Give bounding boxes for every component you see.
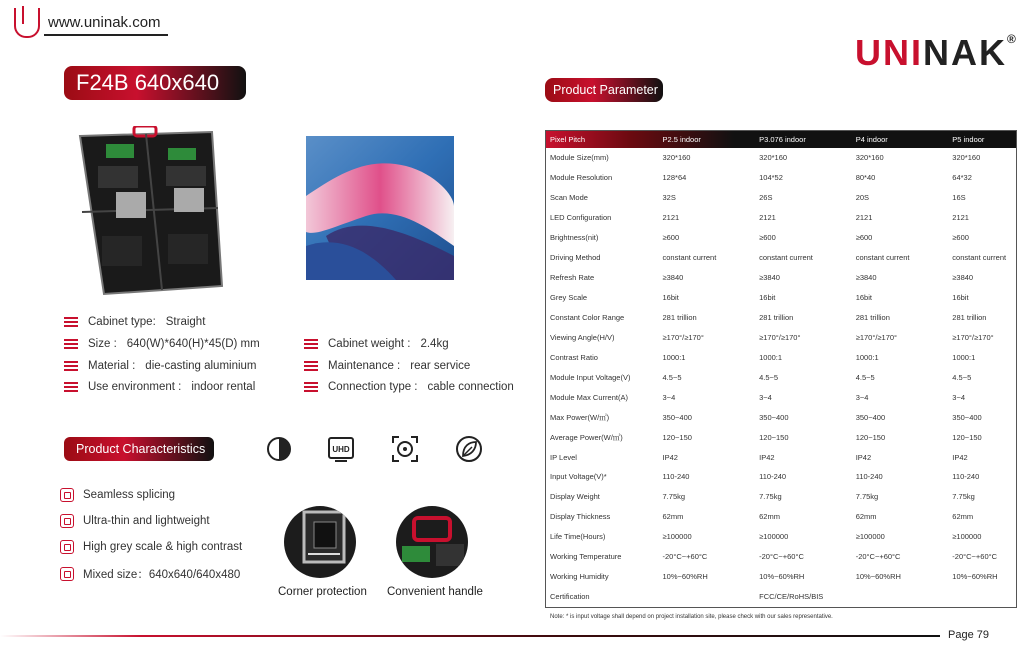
list-icon [64, 317, 78, 328]
spec-value: cable connection [427, 381, 514, 393]
value-cell: 16bit [855, 293, 872, 303]
header-cell: Pixel Pitch [550, 135, 586, 144]
target-icon [388, 432, 422, 466]
value-cell: 4.5~5 [952, 372, 972, 382]
value-cell: 3~4 [662, 392, 676, 402]
row-label-cell: Module Max Current(A) [550, 392, 628, 402]
value-cell: 281 trillion [855, 312, 890, 322]
row-label-cell: Input Voltage(V)* [550, 472, 607, 482]
value-cell: ≥170°/≥170° [952, 332, 994, 342]
badge-icon [60, 488, 74, 502]
value-cell: 7.75kg [662, 492, 686, 502]
value-cell: IP42 [952, 452, 968, 462]
row-label-cell: Grey Scale [550, 293, 588, 303]
uhd-text: UHD [332, 445, 350, 454]
header-underline [44, 34, 168, 36]
value-cell: 110-240 [662, 472, 690, 482]
spec-maintenance [304, 360, 470, 372]
char-label: High grey scale & high contrast [83, 541, 243, 553]
value-cell: ≥100000 [759, 532, 789, 542]
spec-cabinet-type [64, 316, 205, 328]
table-row [546, 547, 1016, 567]
table-row [546, 387, 1016, 407]
value-cell: 3~4 [855, 392, 869, 402]
value-cell: 350~400 [662, 412, 692, 422]
value-cell: ≥600 [855, 233, 873, 243]
value-cell: 120~150 [759, 432, 789, 442]
value-cell: IP42 [855, 452, 872, 462]
badge-icon [60, 540, 74, 554]
table-row [546, 248, 1016, 268]
convenient-handle-label: Convenient handle [387, 586, 483, 598]
table-row [546, 487, 1016, 507]
char-mixed-size [60, 566, 240, 582]
value-cell: 320*160 [662, 153, 691, 163]
value-cell: 10%~60%RH [952, 572, 998, 582]
row-label-cell: Module Resolution [550, 173, 613, 183]
spec-label: Material : [88, 360, 136, 372]
spec-value: 640(W)*640(H)*45(D) mm [126, 338, 260, 350]
value-cell: 26S [759, 193, 773, 203]
parameter-table [545, 130, 1017, 608]
value-cell: 80*40 [855, 173, 876, 183]
spec-value: Straight [165, 316, 206, 328]
table-row [546, 407, 1016, 427]
value-cell: 320*160 [759, 153, 788, 163]
list-icon [304, 339, 318, 350]
value-cell: ≥3840 [662, 273, 684, 283]
list-icon [64, 339, 78, 350]
value-cell: ≥3840 [759, 273, 780, 283]
table-row [546, 268, 1016, 288]
footer-line [0, 635, 940, 637]
spec-label: Cabinet weight : [328, 338, 411, 350]
table-row [546, 447, 1016, 467]
header-cell: P2.5 indoor [662, 135, 701, 144]
value-cell: constant current [855, 253, 910, 263]
value-cell: ≥100000 [662, 532, 692, 542]
value-cell: ≥100000 [855, 532, 885, 542]
header-cell: P4 indoor [855, 135, 888, 144]
row-label-cell: Constant Color Range [550, 312, 625, 322]
value-cell: 62mm [855, 512, 877, 522]
list-icon [64, 382, 78, 393]
spec-connection-type [304, 381, 514, 393]
spec-label: Use environment : [88, 381, 182, 393]
table-body [546, 148, 1016, 607]
value-cell: 7.75kg [952, 492, 975, 502]
value-cell: ≥600 [952, 233, 969, 243]
badge-icon [60, 514, 74, 528]
product-title: F24B 640x640 [64, 66, 246, 100]
spec-label: Connection type : [328, 381, 418, 393]
value-cell: IP42 [662, 452, 678, 462]
row-label-cell: Life Time(Hours) [550, 532, 606, 542]
table-row [546, 168, 1016, 188]
spec-value: indoor rental [191, 381, 256, 393]
table-note: Note: * is input voltage shall depend on project installation site, please check with our sales representative. [550, 614, 833, 620]
value-cell: 32S [662, 193, 676, 203]
value-cell: 350~400 [855, 412, 886, 422]
table-row [546, 188, 1016, 208]
char-high-grey-scale [60, 540, 242, 554]
row-label-cell: Module Input Voltage(V) [550, 372, 631, 382]
convenient-handle-image [396, 506, 468, 578]
value-cell: 7.75kg [855, 492, 879, 502]
spec-material [64, 360, 257, 372]
value-cell: 7.75kg [759, 492, 782, 502]
value-cell: 320*160 [952, 153, 981, 163]
value-cell: 320*160 [855, 153, 884, 163]
table-row [546, 148, 1016, 168]
value-cell: 4.5~5 [662, 372, 682, 382]
row-label-cell: Brightness(nit) [550, 233, 599, 243]
value-cell: 120~150 [952, 432, 982, 442]
char-ultra-thin [60, 514, 210, 528]
contrast-icon [262, 432, 296, 466]
spec-value: die-casting aluminium [145, 360, 257, 372]
table-row [546, 587, 1016, 607]
table-row [546, 507, 1016, 527]
value-cell: ≥3840 [855, 273, 877, 283]
value-cell: 2121 [662, 213, 680, 223]
value-cell: 281 trillion [759, 312, 794, 322]
table-row [546, 467, 1016, 487]
value-cell: 64*32 [952, 173, 972, 183]
list-icon [304, 361, 318, 372]
value-cell: 110-240 [855, 472, 883, 482]
value-cell: ≥170°/≥170° [855, 332, 898, 342]
char-label: Mixed size：640x640/640x480 [83, 569, 241, 581]
value-cell: 16bit [759, 293, 776, 303]
value-cell: 10%~60%RH [855, 572, 901, 582]
value-cell: 128*64 [662, 173, 687, 183]
table-row [546, 228, 1016, 248]
row-label-cell: Scan Mode [550, 193, 588, 203]
header-cell: P5 indoor [952, 135, 985, 144]
value-cell: 20S [855, 193, 870, 203]
value-cell: 104*52 [759, 173, 783, 183]
table-header-row [546, 131, 1016, 148]
badge-icon [60, 567, 74, 581]
row-label-cell: Working Humidity [550, 572, 609, 582]
row-label-cell: IP Level [550, 452, 577, 462]
list-icon [64, 361, 78, 372]
value-cell: 16bit [952, 293, 969, 303]
cabinet-rear-image [72, 126, 232, 296]
table-row [546, 347, 1016, 367]
spec-label: Cabinet type: [88, 316, 156, 328]
value-cell: 10%~60%RH [662, 572, 708, 582]
list-icon [304, 382, 318, 393]
row-label-cell: Viewing Angle(H/V) [550, 332, 615, 342]
spec-size [64, 338, 260, 350]
registered-mark: ® [1007, 32, 1018, 46]
row-label-cell: Certification [550, 592, 590, 602]
table-row [546, 527, 1016, 547]
spec-value: 2.4kg [420, 338, 449, 350]
spec-label: Maintenance : [328, 360, 401, 372]
value-cell: 3~4 [952, 392, 966, 402]
value-cell: 120~150 [662, 432, 692, 442]
value-cell: 62mm [952, 512, 974, 522]
value-cell: 110-240 [759, 472, 787, 482]
table-row [546, 567, 1016, 587]
value-cell: 3~4 [759, 392, 772, 402]
value-cell: constant current [759, 253, 813, 263]
value-cell: 62mm [759, 512, 780, 522]
value-cell: FCC/CE/RoHS/BIS [759, 592, 824, 602]
value-cell: ≥600 [662, 233, 680, 243]
row-label-cell: Contrast Ratio [550, 352, 598, 362]
characteristics-title: Product Characteristics [64, 437, 214, 461]
spec-label: Size : [88, 338, 117, 350]
char-label: Seamless splicing [83, 489, 176, 501]
value-cell: 2121 [952, 213, 969, 223]
table-row [546, 288, 1016, 308]
row-label-cell: Working Temperature [550, 552, 622, 562]
website-url: www.uninak.com [48, 14, 161, 31]
value-cell: 4.5~5 [759, 372, 779, 382]
value-cell: 4.5~5 [855, 372, 875, 382]
char-label: Ultra-thin and lightweight [83, 515, 210, 527]
value-cell: -20°C~+60°C [855, 552, 901, 562]
value-cell: 120~150 [855, 432, 886, 442]
value-cell: IP42 [759, 452, 775, 462]
corner-protection-image [284, 506, 356, 578]
spec-value: rear service [410, 360, 471, 372]
brand-logo [855, 32, 1018, 74]
value-cell: -20°C~+60°C [952, 552, 998, 562]
value-cell: 281 trillion [952, 312, 987, 322]
table-row [546, 308, 1016, 328]
value-cell: 2121 [855, 213, 873, 223]
header-cell: P3.076 indoor [759, 135, 806, 144]
row-label-cell: Display Weight [550, 492, 600, 502]
corner-protection-label: Corner protection [278, 586, 367, 598]
value-cell: 350~400 [759, 412, 789, 422]
value-cell: 10%~60%RH [759, 572, 805, 582]
row-label-cell: Module Size(mm) [550, 153, 609, 163]
page-number: Page 79 [948, 629, 989, 641]
row-label-cell: Driving Method [550, 253, 601, 263]
value-cell: ≥170°/≥170° [662, 332, 704, 342]
value-cell: 62mm [662, 512, 684, 522]
value-cell: ≥3840 [952, 273, 974, 283]
brand-nak: NAK [923, 32, 1007, 73]
brand-uni: UNI [855, 32, 923, 73]
value-cell: 110-240 [952, 472, 980, 482]
row-label-cell: LED Configuration [550, 213, 612, 223]
spec-use-environment [64, 381, 255, 393]
screen-front-image [306, 136, 454, 280]
table-row [546, 427, 1016, 447]
row-label-cell: Display Thickness [550, 512, 611, 522]
value-cell: 16bit [662, 293, 679, 303]
value-cell: 1000:1 [952, 352, 976, 362]
table-row [546, 208, 1016, 228]
value-cell: -20°C~+60°C [759, 552, 804, 562]
value-cell: ≥600 [759, 233, 776, 243]
char-seamless-splicing [60, 488, 175, 502]
parameter-title: Product Parameter [545, 78, 663, 102]
value-cell: 1000:1 [759, 352, 783, 362]
table-row [546, 327, 1016, 347]
uhd-icon [324, 432, 358, 466]
value-cell: 350~400 [952, 412, 982, 422]
value-cell: 281 trillion [662, 312, 697, 322]
value-cell: -20°C~+60°C [662, 552, 708, 562]
leaf-icon [452, 432, 486, 466]
value-cell: 1000:1 [662, 352, 686, 362]
spec-cabinet-weight [304, 338, 449, 350]
logo-u-icon [14, 8, 40, 38]
row-label-cell: Average Power(W/㎡) [550, 432, 623, 442]
value-cell: ≥170°/≥170° [759, 332, 801, 342]
row-label-cell: Refresh Rate [550, 273, 595, 283]
value-cell: 1000:1 [855, 352, 879, 362]
value-cell: constant current [952, 253, 1007, 263]
row-label-cell: Max Power(W/㎡) [550, 412, 610, 422]
value-cell: 16S [952, 193, 966, 203]
value-cell: constant current [662, 253, 717, 263]
value-cell: ≥100000 [952, 532, 982, 542]
table-row [546, 367, 1016, 387]
value-cell: 2121 [759, 213, 776, 223]
